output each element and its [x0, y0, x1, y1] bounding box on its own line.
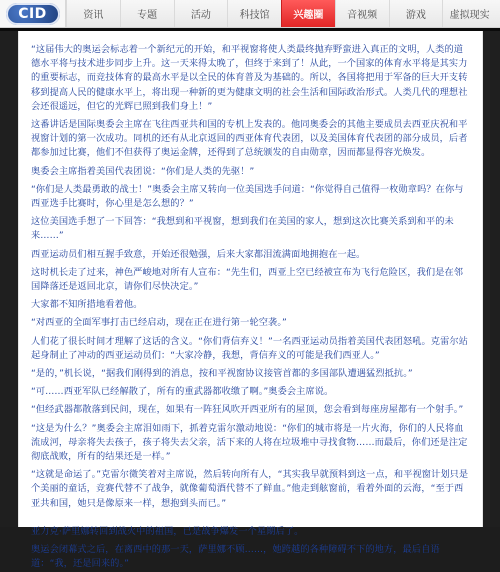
- nav-item-label: 音视频: [347, 10, 378, 21]
- nav-item-label: 科技馆: [239, 10, 270, 21]
- paragraph-spacer: [31, 515, 470, 525]
- article-paragraph: 奥运会闭幕式之后，在离西中的那一天，萨里娜不顾……，她跨越的各种障碍不下的地方，最后自语道：“我，还是回来的。”: [31, 544, 440, 570]
- nav-item-label: 资讯: [83, 10, 104, 21]
- nav-item-label: 虚拟现实: [449, 10, 490, 21]
- nav-item-audio-video[interactable]: [335, 0, 389, 27]
- nav-item-topics[interactable]: [120, 0, 174, 27]
- article-paragraph: “对西亚的全面军事打击已经启动，现在正在进行第一轮空袭。”: [31, 317, 287, 329]
- article-paragraph: “这就是命运了。”克雷尔微笑着对主席说，然后转向所有人，“其实我早就预料到这一点，和平视窗计划只是个美丽的童话，竞赛代替不了战争，就像葡萄酒代替不了鲜血。”他走到舷窗前，看着外面的云海，“至于西亚共和国，她只是像原来一样，想抱到头而已。”: [31, 469, 469, 509]
- article-paragraph: 这时机长走了过来，神色严峻地对所有人宣布：“先生们，西亚上空已经被宣布为飞行危险区，我们是在邻国降落还是返回北京，请你们尽快决定。”: [31, 266, 464, 293]
- article-paragraph: 西亚运动员们相互握手致意，开始还很勉强，后来大家都泪流满面地拥抱在一起。: [31, 248, 366, 260]
- nav-item-science-museum[interactable]: [227, 0, 281, 27]
- logo-text: CID: [18, 5, 47, 22]
- article-paragraph: “这届伟大的奥运会标志着一个新纪元的开始，和平视窗将使人类最终抛弃野蛮进入真正的文明，人类的道德水平将与技术进步同步上升。这一天来得太晚了，但终于来到了！从此，一个国家的体育水平将是其实力的重要标志，而竞技体育的最高水平是以全民的体育普及为基础的。所以，各国将把用于军备的巨大开支转移到提高人民的健康水平上，将出现一种新的更为健康文明的社会生活和国际政治形式。人类几代的理想社会还很遥远，但它的光辉已照到我们身上！”: [31, 44, 468, 112]
- top-navigation-bar: [0, 0, 500, 28]
- nav-item-events[interactable]: [174, 0, 228, 27]
- article-paragraph: “你们是人类最勇敢的战士！”奥委会主席又转向一位美国选手问道：“你觉得自己值得一枚勋章吗？在你与西亚选手比赛时，你心里是怎么想的？”: [31, 183, 464, 210]
- nav-item-label: 兴趣圈: [293, 10, 324, 21]
- article-paragraph: 这番讲话是国际奥委会主席在飞往西亚共和国的专机上发表的。他同奥委会的其他主要成员去西亚庆祝和平视窗计划的第一次成功。同机的还有从北京返回的西亚体育代表团，以及美国体育代表团的部分成员，后者都参加过比赛，他们不但获得了奥运金牌，还得到了总统颁发的自由勋章，因而都显得容光焕发。: [31, 119, 468, 159]
- nav-item-interest-circle[interactable]: [281, 0, 335, 27]
- site-logo[interactable]: [0, 0, 66, 27]
- article-content: [18, 31, 483, 570]
- article-paragraph: 奥委会主席指着美国代表团说：“你们是人类的先驱！”: [31, 165, 255, 177]
- article-paragraph: “可……西亚军队已经解散了，所有的重武器都收缴了啊。”奥委会主席说。: [31, 386, 334, 398]
- article-paragraph: 大家都不知所措地看着他。: [31, 299, 143, 311]
- nav-item-news[interactable]: [66, 0, 120, 27]
- article-paragraph: 亚力克·萨里娜转回到战火中的祖国，已是战争爆发一个星期后了。: [31, 525, 304, 537]
- article-paragraph: “是的，”机长说，“据我们刚得到的消息，按和平视窗协议接管首都的多国部队遭遇猛烈抵抗。”: [31, 368, 413, 380]
- logo-badge: [6, 3, 60, 25]
- nav-item-label: 活动: [190, 10, 211, 21]
- article-paragraph: 人们花了很长时间才理解了这话的含义。“你们背信弃义！”一名西亚运动员指着美国代表团怒吼。克雷尔站起身制止了冲动的西亚运动员们：“大家冷静，我想，背信弃义的可能是我们西亚人。”: [31, 335, 468, 361]
- article-paragraph: “这是为什么？”奥委会主席泪如雨下，抓着克雷尔激动地说：“你们的城市将是一片火海，你们的人民将血流成河，母亲将失去孩子，孩子将失去父亲，活下来的人将在垃圾堆中寻找食物……而最后，你们还是注定彻底战败，所有的结果还是一样。”: [31, 422, 468, 463]
- main-nav: [66, 0, 500, 27]
- nav-item-virtual-reality[interactable]: [442, 0, 496, 27]
- nav-item-games[interactable]: [389, 0, 443, 27]
- nav-item-label: 专题: [137, 10, 158, 21]
- article-paragraph: 这位美国选手想了一下回答：“我想到和平视窗，想到我们在美国的家人，想到这次比赛关系到和平的未来……”: [31, 216, 454, 242]
- nav-item-label: 游戏: [405, 10, 426, 21]
- article-paragraph: “但经武器都散落到民间，现在，如果有一阵狂风吹开西亚所有的屋顶，您会看到每座房屋都有一个射手。”: [31, 404, 464, 416]
